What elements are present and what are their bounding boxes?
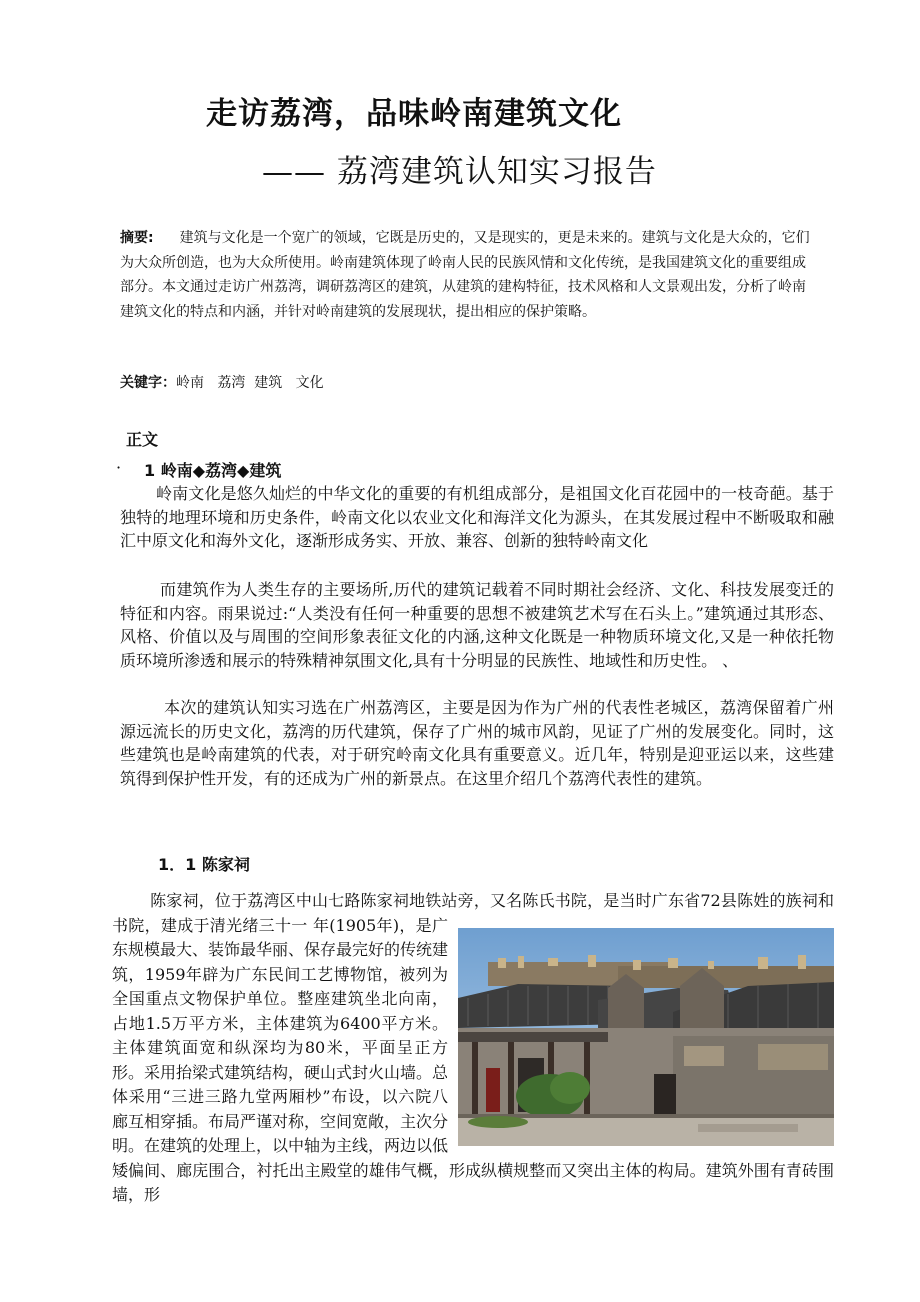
keywords xyxy=(120,372,324,392)
abstract-label: 摘要: xyxy=(120,230,154,246)
body-heading: 正文 xyxy=(126,430,159,449)
subsection-text-part2: 年(1905年)，是广东规模最大、装饰最华丽、保存最完好的传统建筑，1959年辟为广东民间工艺博物馆，被列为全国重点文物保护单位。整座建筑坐北向南， 占地1.5万平方米，主体建筑为6400平方米。主体建筑面宽和纵深均为80米，平面呈正方形。采用抬梁式建筑结构，硬山式封火山墙。总体采用“三进三路九堂两厢杪”布设，以六院八廊互相穿插。布局严谨对称，空间宽敞，主次分明。在建筑的处理上，以中轴为主线，两边以低矮偏间、廊庑围合，衬托出主殿堂的雄伟气概，形成纵横规整而又突出主体的构局。建筑外围有青砖围墙，形 xyxy=(112,915,834,1204)
bullet: · xyxy=(116,458,122,477)
section-1-title: 1 岭南◆荔湾◆建筑 xyxy=(144,461,282,480)
document-title: 走访荔湾，品味岭南建筑文化 xyxy=(206,96,622,132)
subsection-heading: 1．1 陈家祠 xyxy=(158,855,250,874)
abstract-text: 建筑与文化是一个宽广的领域，它既是历史的，又是现实的，更是未来的。建筑与文化是大众的，它们为大众所创造，也为大众所使用。岭南建筑体现了岭南人民的民族风情和文化传统，是我国建筑文化的重要组成部分。本文通过走访广州荔湾，调研荔湾区的建筑，从建筑的建构特征，技术风格和人文景观出发，分析了岭南建筑文化的特点和内涵，并针对岭南建筑的发展现状，提出相应的保护策略。 xyxy=(120,230,810,320)
keywords-text: 岭南 荔湾 建筑 文化 xyxy=(176,375,324,391)
paragraph-1: 岭南文化是悠久灿烂的中华文化的重要的有机组成部分，是祖国文化百花园中的一枝奇葩。基于独特的地理环境和历史条件，岭南文化以农业文化和海洋文化为源头，在其发展过程中不断吸取和融汇中原文化和海外文化，逐渐形成务实、开放、兼容、创新的独特岭南文化 xyxy=(120,484,834,550)
paragraph-2: 而建筑作为人类生存的主要场所,历代的建筑记载着不同时期社会经济、文化、科技发展变迁的特征和内容。雨果说过:“人类没有任何一种重要的思想不被建筑艺术写在石头上。”建筑通过其形态、风格、价值以及与周围的空间形象表征文化的内涵,这种文化既是一种物质环境文化,又是一种依托物质环境所渗透和展示的特殊精神氛围文化,具有十分明显的民族性、地域性和历史性。 、 xyxy=(120,580,834,670)
paragraph-3: 本次的建筑认知实习选在广州荔湾区，主要是因为作为广州的代表性老城区，荔湾保留着广州源远流长的历史文化，荔湾的历代建筑，保存了广州的城市风韵，见证了广州的发展变化。同时，这些建筑也是岭南建筑的代表，对于研究岭南文化具有重要意义。近几年，特别是迎亚运以来，这些建筑得到保护性开发，有的还成为广州的新景点。在这里介绍几个荔湾代表性的建筑。 xyxy=(120,698,834,788)
subsection-paragraph xyxy=(112,889,834,1208)
keywords-label: 关键字： xyxy=(120,375,176,391)
chen-clan-academy-photo xyxy=(458,928,834,1146)
abstract xyxy=(120,226,810,324)
document-subtitle: —— 荔湾建筑认知实习报告 xyxy=(262,154,657,190)
subsection-text-part1: 陈家祠，位于荔湾区中山七路陈家祠地铁站旁，又名陈氏书院，是当时广东省72县陈姓的族祠和书院，建成于清光绪三十一 xyxy=(112,891,834,935)
